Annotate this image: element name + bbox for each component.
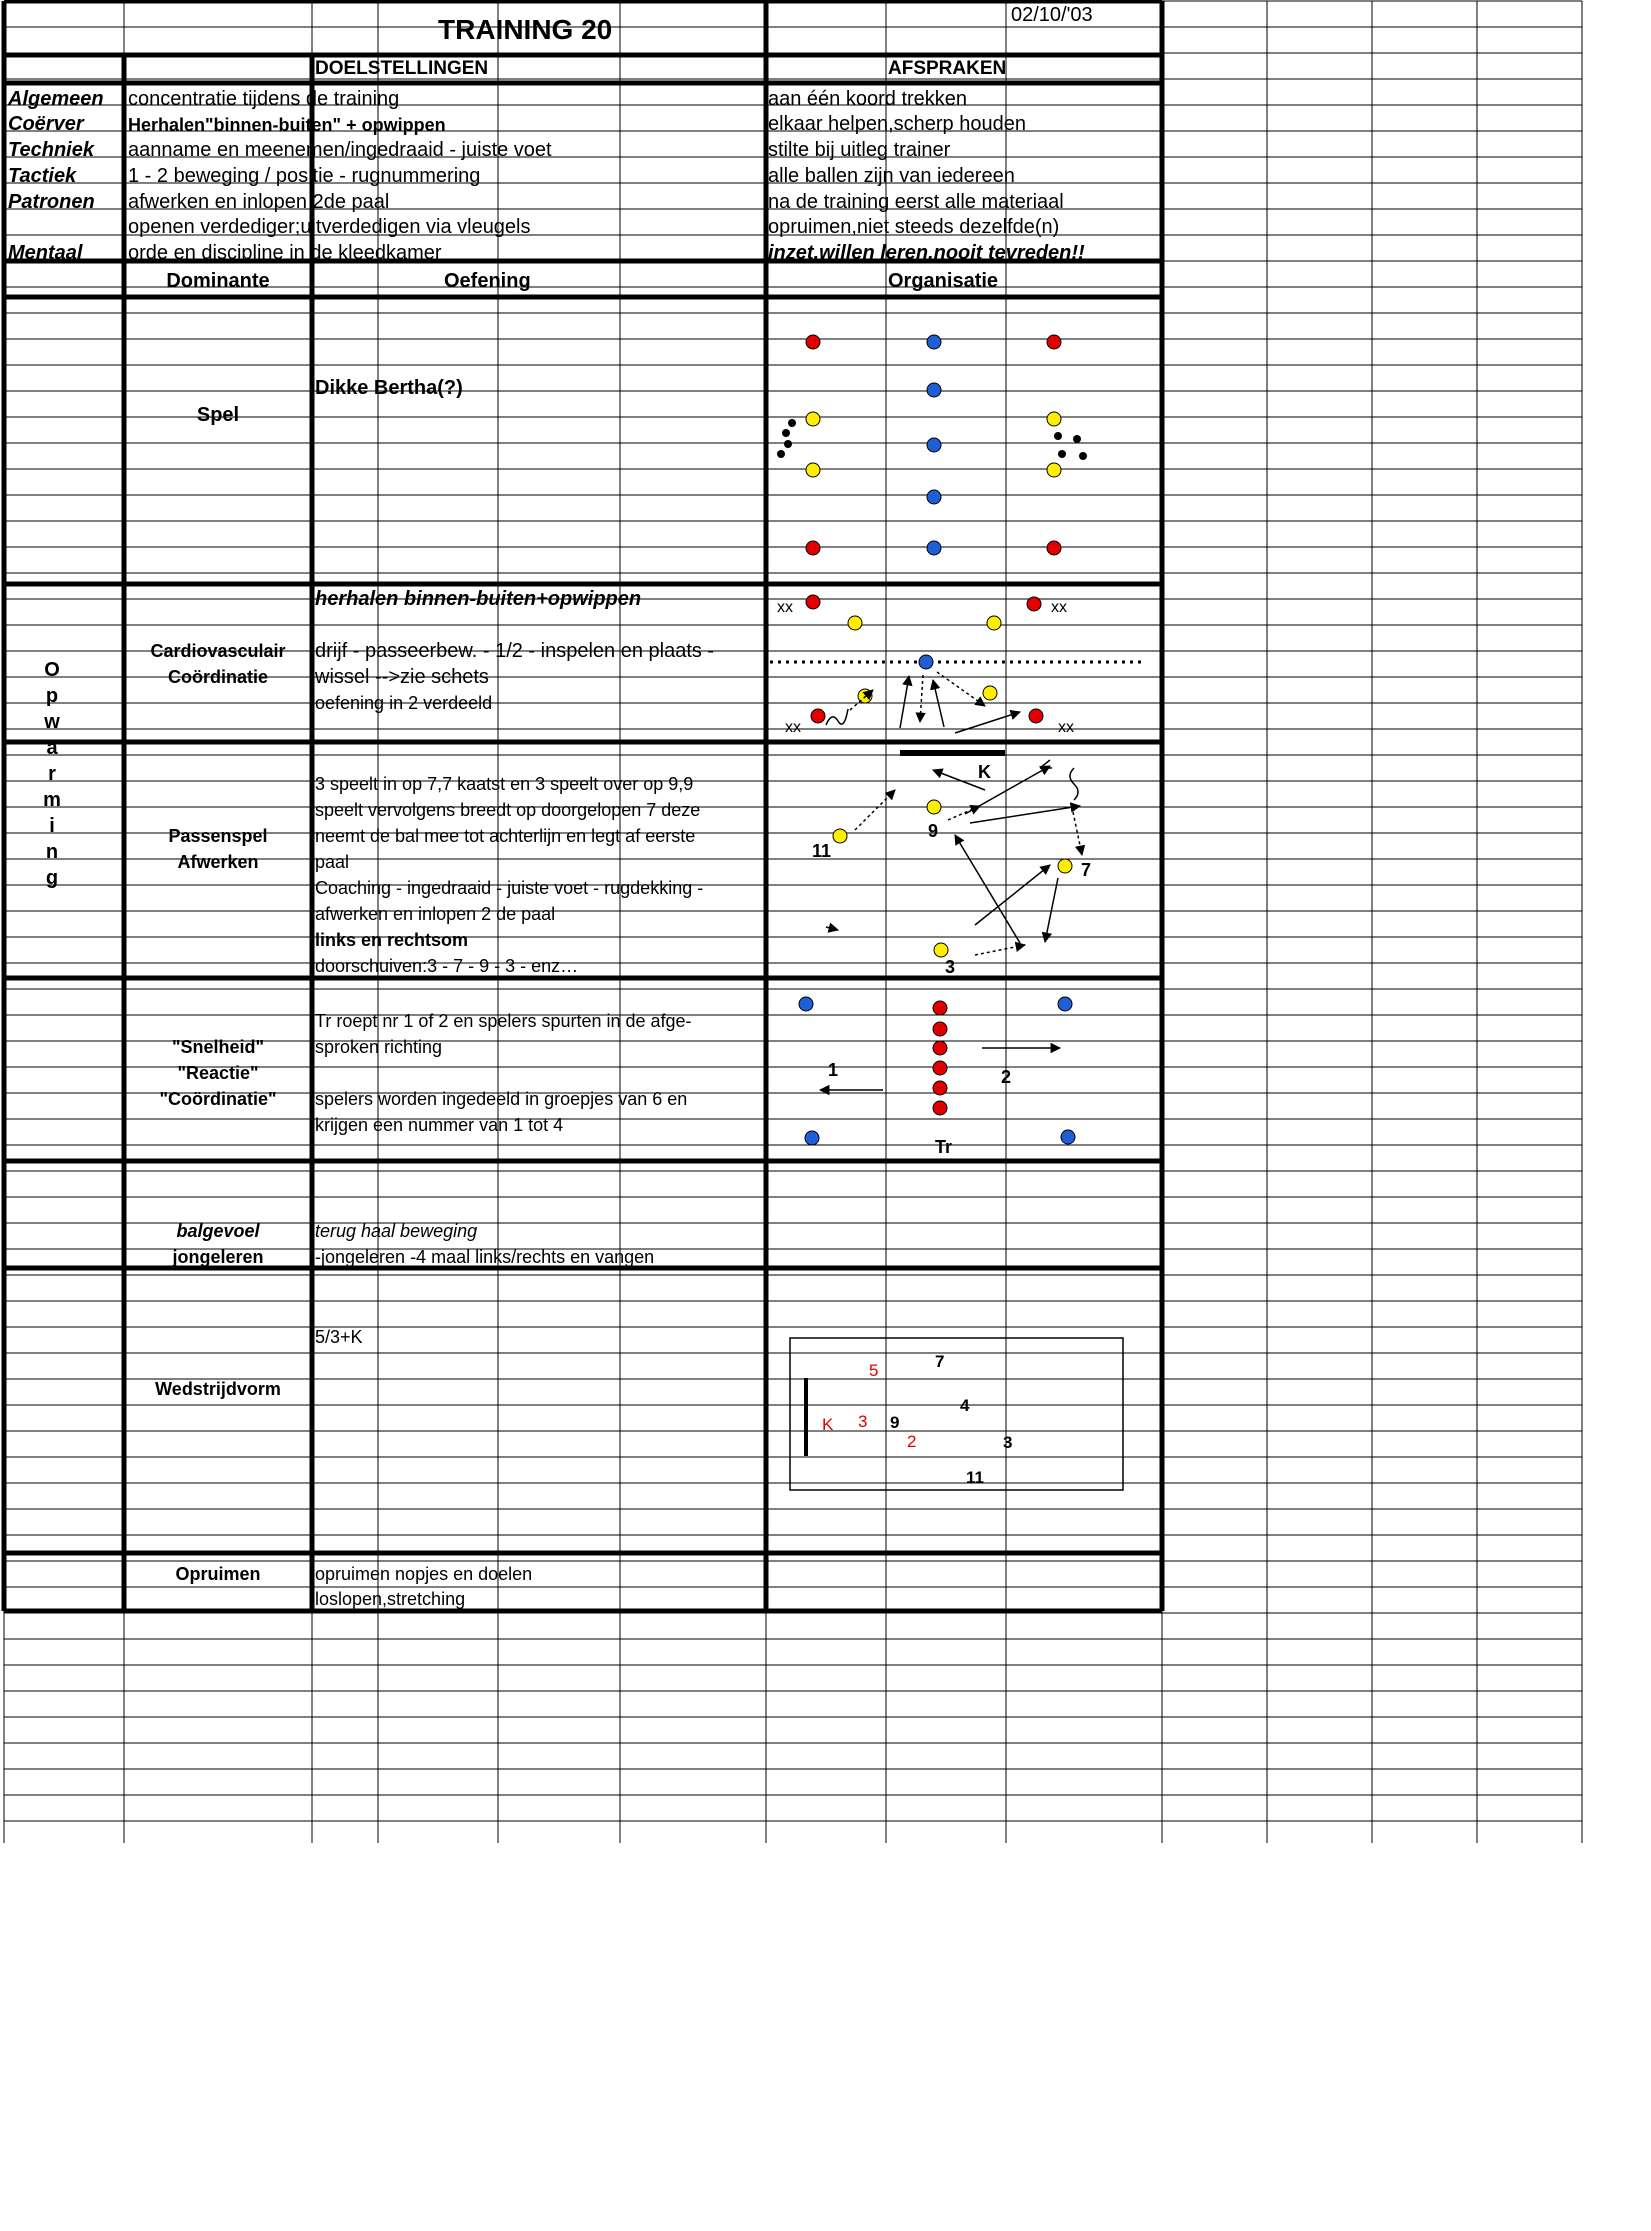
arrow [970,806,1080,823]
red-dot [933,1061,947,1075]
xx-label: xx [785,719,801,736]
passen-exercise: Coaching - ingedraaid - juiste voet - rugdekking - [315,878,704,898]
red-dot [933,1101,947,1115]
passen-exercise: doorschuiven:3 - 7 - 9 - 3 - enz… [315,956,579,976]
red-dot [933,1001,947,1015]
opruimen-exercise: opruimen nopjes en doelen [315,1564,533,1584]
cardio-exercise: oefening in 2 verdeeld [315,693,493,713]
wavy-run [1070,768,1078,800]
oefening-header: Oefening [444,270,531,292]
arrow [826,927,838,930]
passen-exercise: speelt vervolgens breedt op doorgelopen 7 deze [315,800,701,820]
objective-goal: openen verdediger;uitverdedigen via vleugels [128,216,531,238]
ball [1079,452,1087,460]
player-11: 11 [812,841,832,861]
side-letter: i [49,815,55,837]
yellow-dot [983,686,997,700]
red-k: K [822,1415,834,1434]
dribble-path [826,709,848,725]
yellow-dot [806,463,820,477]
arrow [975,945,1025,955]
arrow [855,790,895,830]
objective-label: Coërver [8,113,84,135]
player-3: 3 [945,957,956,977]
balgevoel-exercise: -jongeleren -4 maal links/rechts en vangen [315,1247,655,1267]
red-dot [811,709,825,723]
afspraken-header: AFSPRAKEN [888,58,1007,79]
cardio-dominante: Coördinatie [167,667,268,687]
side-letter: m [43,789,61,811]
blue-dot [919,655,933,669]
passen-exercise: paal [315,852,350,872]
objective-goal: orde en discipline in de kleedkamer [128,242,442,264]
snelheid-dominante: "Coördinatie" [159,1089,277,1109]
ball [782,429,790,437]
objective-label: Patronen [8,191,95,213]
passen-exercise-bold: links en rechtsom [315,930,469,950]
spel-dominante: Spel [196,404,240,426]
snelheid-dominante: "Snelheid" [171,1037,265,1057]
side-letter: O [44,659,60,681]
cardio-exercise: wissel -->zie schets [315,666,489,688]
xx-label: xx [1051,599,1067,616]
black-9: 9 [890,1413,900,1432]
blue-dot [799,997,813,1011]
objective-agreement: stilte bij uitleg trainer [768,139,951,161]
wedstrijd-diagram [790,1338,1123,1490]
cardio-title: herhalen binnen-buiten+opwippen [315,588,642,610]
side-letter: a [46,737,58,759]
red-dot [1047,541,1061,555]
ball [1058,450,1066,458]
red-dot [806,595,820,609]
objective-goal: 1 - 2 beweging / positie - rugnummering [128,165,481,187]
passen-dominante: Passenspel [168,826,268,846]
black-7: 7 [935,1352,945,1371]
blue-dot [927,335,941,349]
number-2: 2 [1001,1067,1012,1087]
red-3: 3 [858,1412,868,1431]
black-11: 11 [966,1468,984,1487]
side-letter: w [44,711,60,733]
ball [1073,435,1081,443]
objective-goal: concentratie tijdens de training [128,88,400,110]
doelstellingen-header: DOELSTELLINGEN [315,58,489,79]
yellow-dot [1047,463,1061,477]
objective-agreement: aan één koord trekken [768,88,968,110]
ball [784,440,792,448]
objective-goal: Herhalen"binnen-buiten" + opwippen [128,115,446,135]
player-7: 7 [1081,860,1092,880]
blue-dot [927,490,941,504]
arrow [1045,878,1058,942]
snelheid-exercise: krijgen een nummer van 1 tot 4 [315,1115,564,1135]
player-9: 9 [928,821,939,841]
balgevoel-exercise: terug haal beweging [315,1221,478,1241]
ball [777,450,785,458]
arrow [975,865,1050,925]
snelheid-diagram [799,997,1075,1157]
blue-dot [927,541,941,555]
red-dot [806,335,820,349]
blue-dot [927,383,941,397]
passen-exercise: afwerken en inlopen 2 de paal [315,904,556,924]
yellow-dot [987,616,1001,630]
organisatie-header: Organisatie [888,270,999,292]
objective-agreement: inzet,willen leren,nooit tevreden!! [768,242,1085,264]
page-title: TRAINING 20 [438,14,613,45]
cardio-dominante: Cardiovasculair [150,641,286,661]
field [790,1338,1123,1490]
black-3: 3 [1003,1433,1013,1452]
ball [788,419,796,427]
arrow [955,712,1020,733]
objective-goal: afwerken en inlopen 2de paal [128,191,390,213]
objective-goal: aanname en meenemen/ingedraaid - juiste voet [128,139,552,161]
balgevoel-dominante: balgevoel [176,1221,260,1241]
red-5: 5 [869,1361,879,1380]
side-letter: r [48,763,56,785]
red-dot [1029,709,1043,723]
passen-dominante: Afwerken [177,852,259,872]
black-4: 4 [960,1396,970,1415]
side-letter: g [45,867,59,889]
date: 02/10/'03 [1011,4,1093,26]
wedstrijd-exercise: 5/3+K [315,1327,363,1347]
objective-label: Tactiek [8,165,77,187]
arrow [920,675,923,722]
red-dot [1047,335,1061,349]
yellow-dot [806,412,820,426]
snelheid-dominante: "Reactie" [177,1063,259,1083]
side-letter: n [45,841,59,863]
objective-agreement: opruimen,niet steeds dezelfde(n) [768,216,1060,238]
xx-label: xx [777,599,793,616]
objective-label: Techniek [8,139,94,161]
red-dot [1027,597,1041,611]
keeper-label: K [978,762,991,782]
snelheid-exercise: sproken richting [315,1037,443,1057]
snelheid-exercise: spelers worden ingedeeld in groepjes van 6 en [315,1089,688,1109]
passen-diagram [812,753,1091,977]
yellow-dot [1058,859,1072,873]
opruimen-exercise: loslopen,stretching [315,1589,466,1609]
yellow-dot [848,616,862,630]
number-1: 1 [828,1060,839,1080]
yellow-dot [934,943,948,957]
balgevoel-dominante: jongeleren [172,1247,264,1267]
trainer-label: Tr [935,1137,953,1157]
cardio-exercise: drijf - passeerbew. - 1/2 - inspelen en plaats - [315,640,715,662]
passen-exercise: neemt de bal mee tot achterlijn en legt af eerste [315,826,696,846]
blue-dot [805,1131,819,1145]
objective-agreement: elkaar helpen,scherp houden [768,113,1026,135]
red-2: 2 [907,1432,917,1451]
spel-diagram [777,335,1087,555]
ball [1054,432,1062,440]
wedstrijd-dominante: Wedstrijdvorm [155,1379,281,1399]
yellow-dot [1047,412,1061,426]
blue-dot [927,438,941,452]
dominante-header: Dominante [166,270,270,292]
red-dot [933,1081,947,1095]
xx-label: xx [1058,719,1074,736]
arrow [955,835,1020,943]
cardio-diagram [770,595,1145,736]
objective-agreement: alle ballen zijn van iedereen [768,165,1015,187]
opruimen-dominante: Opruimen [175,1564,261,1584]
red-dot [933,1022,947,1036]
snelheid-exercise: Tr roept nr 1 of 2 en spelers spurten in de afge- [315,1011,692,1031]
blue-dot [1061,1130,1075,1144]
yellow-dot [833,829,847,843]
objective-agreement: na de training eerst alle materiaal [768,191,1064,213]
blue-dot [1058,997,1072,1011]
yellow-dot [927,800,941,814]
passen-exercise: 3 speelt in op 7,7 kaatst en 3 speelt over op 9,9 [315,774,694,794]
spel-exercise: Dikke Bertha(?) [315,377,463,399]
objective-label: Mentaal [8,242,83,264]
arrow [900,676,909,728]
side-letter: p [45,685,59,707]
red-dot [806,541,820,555]
red-dot [933,1041,947,1055]
objective-label: Algemeen [8,88,104,110]
